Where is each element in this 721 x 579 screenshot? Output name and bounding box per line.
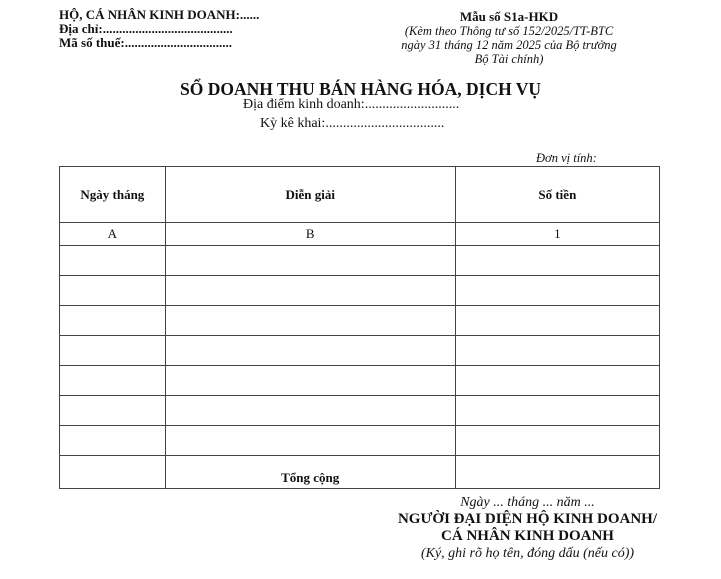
amount-cell [455,306,659,336]
index-a: A [60,223,166,246]
form-number: Mẫu số S1a-HKD [459,9,559,24]
date-cell [60,366,166,396]
signature-note: (Ký, ghi rõ họ tên, đóng dấu (nếu có)) [420,546,635,561]
tax-code-field: Mã số thuế:................................. [59,35,232,50]
date-cell [60,246,166,276]
table-row [60,426,660,456]
form-reference-line-3: Bộ Tài chính) [474,52,544,66]
business-location-field: Địa điểm kinh doanh:........................... [243,97,460,112]
table-row [60,336,660,366]
page-title: SỔ DOANH THU BÁN HÀNG HÓA, DỊCH VỤ [179,79,542,99]
amount-cell [455,366,659,396]
table-row [60,366,660,396]
total-row [60,456,660,489]
description-cell [165,366,455,396]
total-label: Tổng cộng [165,456,455,489]
business-info [59,8,259,50]
date-cell [60,336,166,366]
date-cell [60,276,166,306]
signature-block [330,495,721,562]
amount-cell [455,396,659,426]
description-cell [165,426,455,456]
table-header-row [60,167,660,223]
description-cell [165,276,455,306]
signatory-role-line-2: CÁ NHÂN KINH DOANH [441,528,614,544]
table-row [60,306,660,336]
description-cell [165,396,455,426]
index-b: B [165,223,455,246]
signature-date: Ngày ... tháng ... năm ... [460,495,595,510]
description-cell [165,336,455,366]
form-reference [380,10,638,66]
total-amount-cell [455,456,659,489]
amount-cell [455,426,659,456]
amount-cell [455,246,659,276]
header-amount: Số tiền [455,167,659,223]
period-field: Kỳ kê khai:.................................. [260,116,445,131]
header-description: Diễn giải [165,167,455,223]
unit-label: Đơn vị tính: [536,151,597,165]
form-reference-line-1: (Kèm theo Thông tư số 152/2025/TT-BTC [404,24,614,38]
date-cell [60,396,166,426]
column-index-row [60,223,660,246]
date-cell [60,426,166,456]
address-field: Địa chỉ:........................................ [59,21,233,36]
table-row [60,246,660,276]
signatory-role-line-1: NGƯỜI ĐẠI DIỆN HỘ KINH DOANH/ [397,511,658,527]
header-date: Ngày tháng [60,167,166,223]
table-row [60,396,660,426]
amount-cell [455,276,659,306]
amount-cell [455,336,659,366]
revenue-ledger-table [59,166,660,489]
total-date-cell [60,456,166,489]
description-cell [165,306,455,336]
index-1: 1 [455,223,659,246]
business-name-field: HỘ, CÁ NHÂN KINH DOANH:...... [59,7,260,22]
date-cell [60,306,166,336]
description-cell [165,246,455,276]
form-reference-line-2: ngày 31 tháng 12 năm 2025 của Bộ trưởng [401,38,617,52]
table-row [60,276,660,306]
